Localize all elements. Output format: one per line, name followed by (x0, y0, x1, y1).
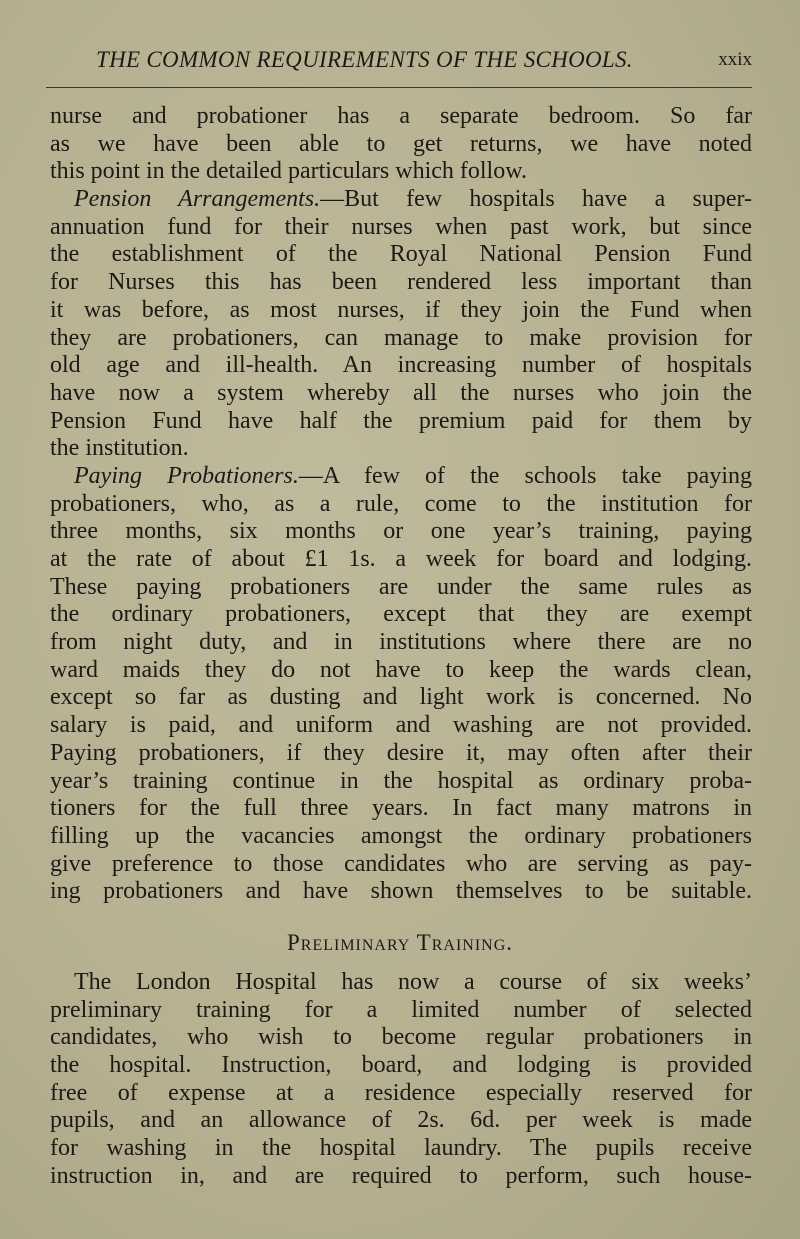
text-span: old age and ill-health. An increasing number of hospitals (50, 352, 752, 379)
page-number: xxix (718, 49, 752, 70)
text-line (50, 131, 752, 159)
body-text-upper (50, 103, 752, 906)
text-line (50, 601, 752, 629)
text-line (50, 878, 752, 906)
text-line (50, 657, 752, 685)
text-span: at the rate of about £1 1s. a week for board and lodging. (50, 546, 752, 572)
text-line (50, 297, 752, 325)
text-span: tioners for the full three years. In fact many matrons in (50, 795, 752, 822)
text-line (50, 269, 752, 297)
running-title: THE COMMON REQUIREMENTS OF THE SCHOOLS. (96, 47, 633, 72)
text-span: three months, six months or one year’s training, paying (50, 518, 752, 545)
text-line (50, 435, 752, 463)
text-span: salary is paid, and uniform and washing are not provided. (50, 712, 752, 739)
text-line (50, 518, 752, 546)
text-span: as we have been able to get returns, we have noted (50, 130, 752, 157)
text-span: give preference to those candidates who are serving as pay- (50, 850, 752, 877)
text-span: The London Hospital has now a course of six weeks’ (74, 969, 752, 995)
pension-subheading: Pension Arrangements. (74, 186, 321, 213)
text-line (50, 463, 752, 491)
text-line (50, 684, 752, 712)
text-span: instruction in, and are required to perform, such house- (50, 1162, 752, 1189)
text-span (74, 186, 752, 214)
text-span: preliminary training for a limited number of selected (50, 996, 752, 1023)
text-line (50, 997, 752, 1025)
text-span (74, 463, 752, 491)
body-text-lower (50, 969, 752, 1191)
text-line (50, 629, 752, 657)
text-span: this point in the detailed particulars which follow. (50, 158, 527, 185)
text-span: the establishment of the Royal National Pension Fund (50, 241, 752, 268)
text-span: from night duty, and in institutions where there are no (50, 629, 752, 656)
text-line (50, 325, 752, 353)
text-span: pupils, and an allowance of 2s. 6d. per week is made (50, 1107, 752, 1134)
text-line (50, 546, 752, 574)
text-span: nurse and probationer has a separate bedroom. So far (50, 103, 752, 129)
text-span: the hospital. Instruction, board, and lodging is provided (50, 1052, 752, 1079)
text-span: the ordinary probationers, except that they are exempt (50, 601, 752, 628)
text-span: annuation fund for their nurses when past work, but since (50, 213, 752, 240)
text-line (50, 1080, 752, 1108)
text-span: for washing in the hospital laundry. The pupils receive (50, 1135, 752, 1162)
text-span: ing probationers and have shown themselves to be suitable. (50, 878, 752, 905)
section-heading: Preliminary Training. (286, 930, 514, 955)
text-line (50, 491, 752, 519)
text-span: year’s training continue in the hospital as ordinary proba- (50, 767, 752, 794)
header-rule (46, 87, 752, 88)
text-span: Pension Fund have half the premium paid for them by (50, 407, 752, 434)
text-span: free of expense at a residence especially reserved for (50, 1079, 752, 1106)
text-line (50, 103, 752, 131)
text-line (50, 1107, 752, 1135)
text-line (50, 795, 752, 823)
text-span: probationers, who, as a rule, come to the institution for (50, 490, 752, 517)
text-line (50, 823, 752, 851)
text-line (50, 1024, 752, 1052)
text-line (50, 352, 752, 380)
text-line (50, 1135, 752, 1163)
text-line (50, 241, 752, 269)
paying-subheading: Paying Probationers. (74, 462, 299, 489)
text-span: they are probationers, can manage to make provision for (50, 324, 752, 351)
text-line (50, 408, 752, 436)
text-line (50, 158, 752, 186)
text-span: —But few hospitals have a super- (320, 186, 752, 213)
text-line (50, 1163, 752, 1191)
text-span: filling up the vacancies amongst the ordinary probationers (50, 822, 752, 849)
text-line (50, 380, 752, 408)
text-line (50, 851, 752, 879)
running-header (96, 46, 752, 74)
text-span: These paying probationers are under the same rules as (50, 573, 752, 600)
text-span: for Nurses this has been rendered less important than (50, 269, 752, 296)
text-span: have now a system whereby all the nurses who join the (50, 379, 752, 406)
text-span: ward maids they do not have to keep the wards clean, (50, 656, 752, 683)
text-line (50, 969, 752, 997)
text-line (50, 740, 752, 768)
text-span: it was before, as most nurses, if they join the Fund when (50, 296, 752, 323)
text-span: the institution. (50, 435, 189, 462)
text-line (50, 1052, 752, 1080)
text-line (50, 214, 752, 242)
text-line (50, 186, 752, 214)
text-span: —A few of the schools take paying (298, 462, 752, 489)
text-line (50, 574, 752, 602)
text-span: Paying probationers, if they desire it, may often after their (50, 739, 752, 766)
text-line (50, 712, 752, 740)
text-line (50, 768, 752, 796)
text-span: except so far as dusting and light work is concerned. No (50, 684, 752, 711)
text-span: candidates, who wish to become regular probationers in (50, 1024, 752, 1051)
